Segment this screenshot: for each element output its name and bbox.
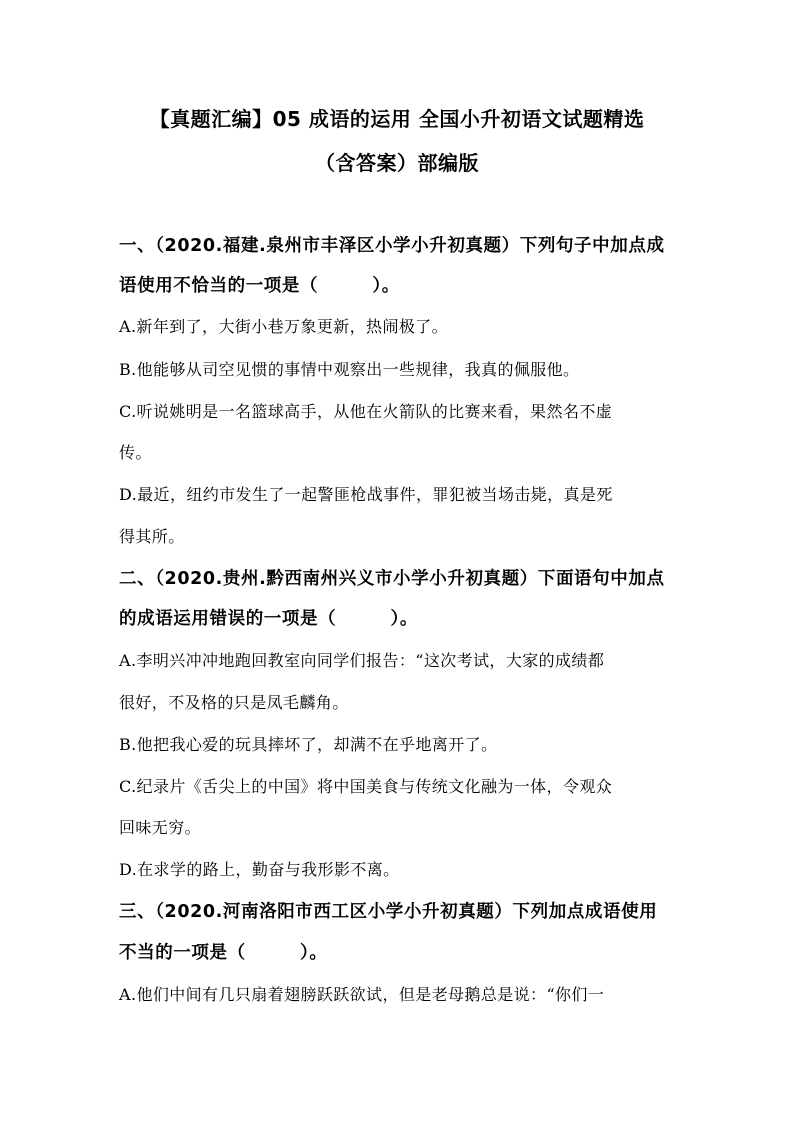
- option-c: C.听说姚明是一名篮球高手，从他在火箭队的比赛来看，果然名不虚: [119, 402, 613, 421]
- option-a: A.新年到了，大街小巷万象更新，热闹极了。: [119, 317, 449, 336]
- option-d: D.在求学的路上，勤奋与我形影不离。: [119, 860, 400, 879]
- option-b: B.他把我心爱的玩具摔坏了，却满不在乎地离开了。: [119, 735, 498, 754]
- question-stem: 二、（2020.贵州.黔西南州兴义市小学小升初真题）下面语句中加点: [119, 569, 665, 589]
- option-a: A.李明兴冲冲地跑回教室向同学们报告：“这次考试，大家的成绩都: [119, 651, 605, 670]
- option-c: C.纪录片《舌尖上的中国》将中国美食与传统文化融为一体，令观众: [119, 777, 613, 796]
- question-stem: 三、（2020.河南洛阳市西工区小学小升初真题）下列加点成语使用: [119, 902, 658, 922]
- question-stem: 不当的一项是（ ）。: [119, 943, 328, 963]
- option-c-continued: 回味无穷。: [119, 818, 202, 837]
- option-d-continued: 得其所。: [119, 527, 185, 546]
- question-stem: 一、（2020.福建.泉州市丰泽区小学小升初真题）下列句子中加点成: [119, 236, 665, 256]
- question-stem: 语使用不恰当的一项是（ ）。: [119, 276, 400, 296]
- option-a: A.他们中间有几只扇着翅膀跃跃欲试，但是老母鹅总是说：“你们一: [119, 985, 605, 1004]
- question-stem: 的成语运用错误的一项是（ ）。: [119, 609, 418, 629]
- document-title-line-2: （含答案）部编版: [315, 151, 479, 175]
- option-c-continued: 传。: [119, 443, 152, 462]
- option-b: B.他能够从司空见惯的事情中观察出一些规律，我真的佩服他。: [119, 360, 580, 379]
- option-a-continued: 很好，不及格的只是凤毛麟角。: [119, 693, 349, 712]
- option-d: D.最近，纽约市发生了一起警匪枪战事件，罪犯被当场击毙，真是死: [119, 485, 613, 504]
- document-title-line-1: 【真题汇编】05 成语的运用 全国小升初语文试题精选: [149, 107, 645, 131]
